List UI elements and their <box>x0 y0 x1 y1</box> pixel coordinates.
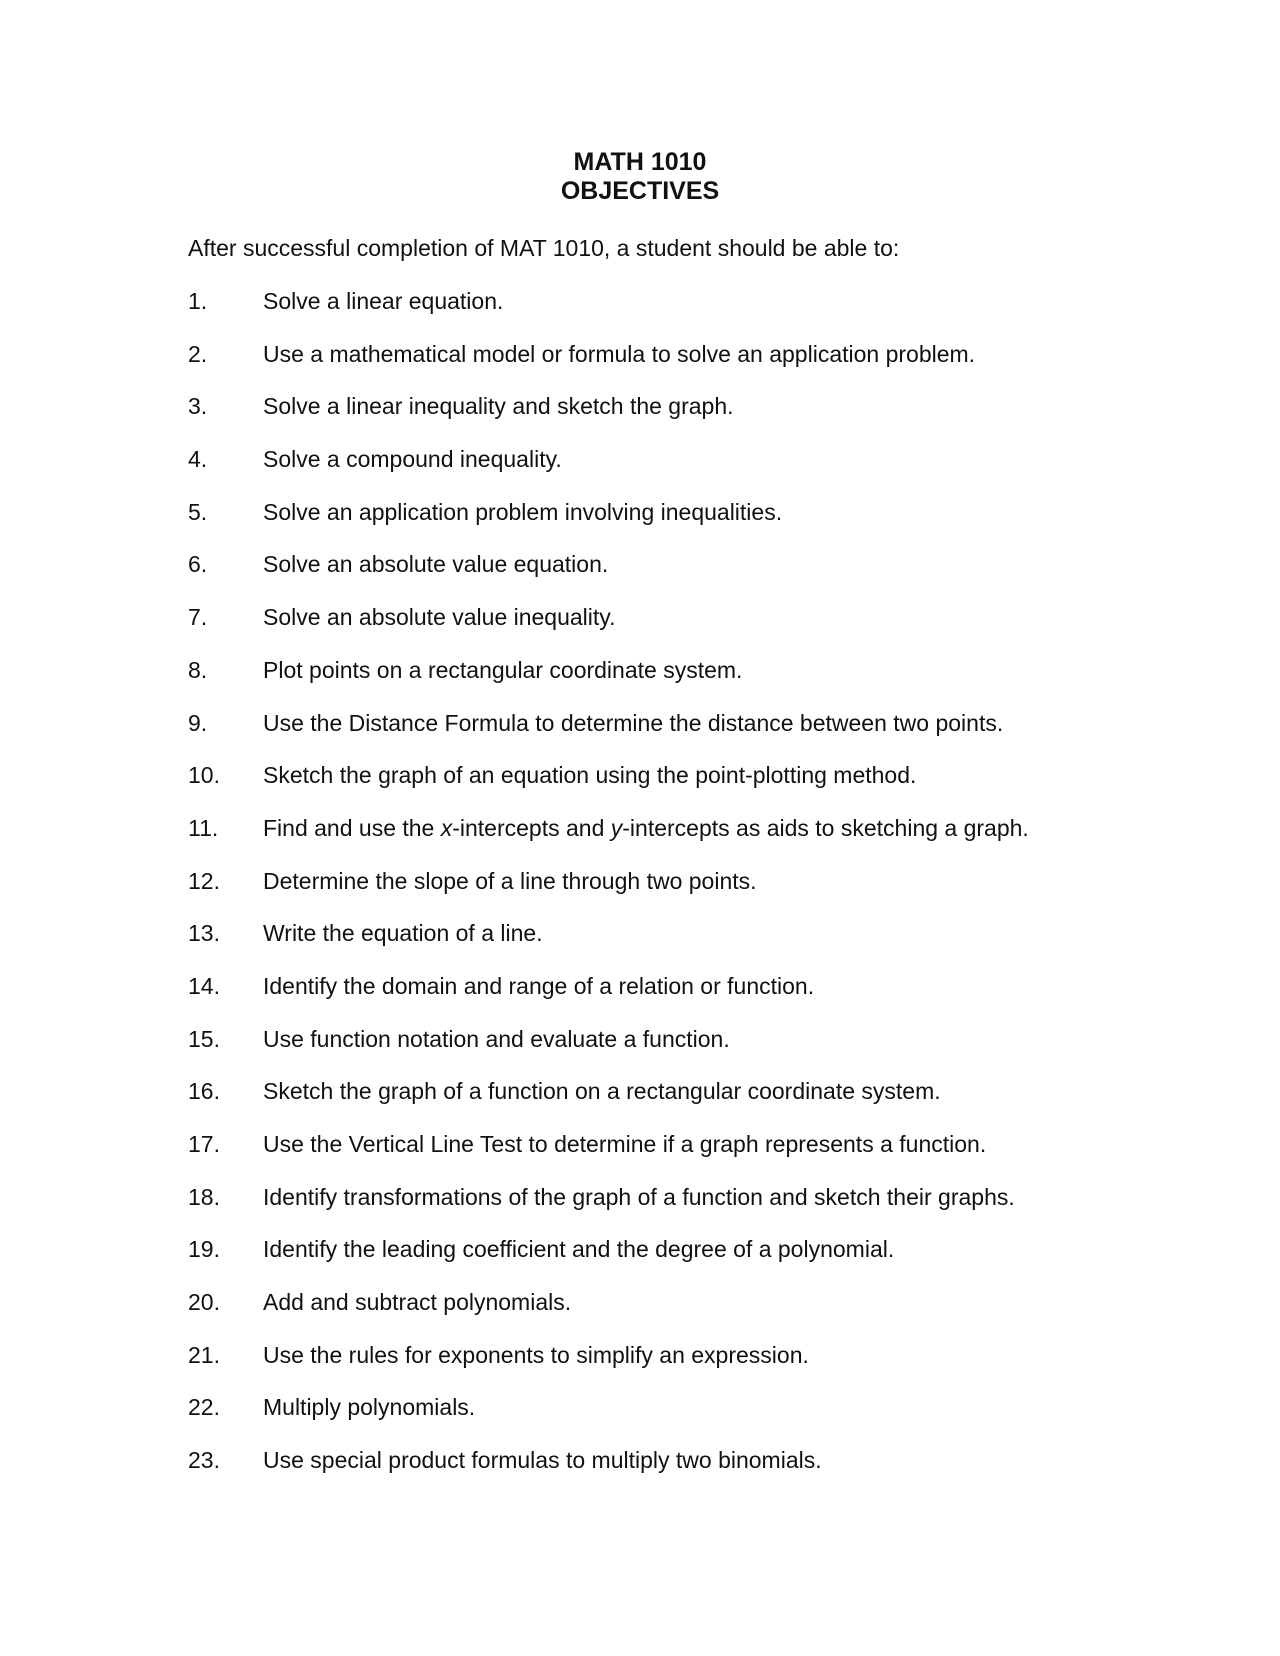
objective-text <box>263 1393 475 1421</box>
objective-text <box>263 1025 730 1053</box>
objective-text-segment: Find and use the <box>263 814 441 841</box>
objective-item <box>188 1025 1188 1078</box>
objective-text <box>263 445 562 473</box>
objective-text <box>263 814 1029 842</box>
objective-text <box>263 603 615 631</box>
objective-text <box>263 972 814 1000</box>
objective-number: 14. <box>188 972 220 999</box>
document-title <box>0 148 1280 206</box>
objective-text <box>263 919 543 947</box>
objective-text-segment: -intercepts as aids to sketching a graph. <box>622 814 1029 841</box>
objective-item <box>188 287 1188 340</box>
objective-text <box>263 1235 894 1263</box>
objective-text-segment: Solve an absolute value equation. <box>263 551 609 578</box>
objective-text-segment: Use the Distance Formula to determine the distance between two points. <box>263 709 1004 736</box>
objective-number: 17. <box>188 1131 220 1157</box>
objective-item <box>188 392 1188 445</box>
objective-text <box>263 340 975 368</box>
objective-item <box>188 550 1188 603</box>
objective-number: 15. <box>188 1025 220 1052</box>
objective-item <box>188 972 1188 1025</box>
objective-text <box>263 1288 571 1316</box>
objective-number: 12. <box>188 867 220 894</box>
objective-item <box>188 814 1188 867</box>
objective-text-segment: Determine the slope of a line through two points. <box>263 867 757 894</box>
objective-number: 9. <box>188 709 208 736</box>
objective-item <box>188 1077 1188 1130</box>
objective-text-segment: Solve an application problem involving inequalities. <box>263 498 783 525</box>
objective-number: 22. <box>188 1394 220 1421</box>
objective-text <box>263 550 608 578</box>
objective-text <box>263 656 742 684</box>
intro-sentence: After successful completion of MAT 1010, a student should be able to: <box>188 235 900 261</box>
objective-text-segment: Identify the domain and range of a relation or function. <box>263 972 815 999</box>
objective-number: 21. <box>188 1341 220 1368</box>
objective-number: 8. <box>188 656 208 683</box>
objective-item <box>188 603 1188 656</box>
objective-text <box>263 498 782 526</box>
title-line-course: MATH 1010 <box>573 148 707 176</box>
objective-item <box>188 867 1188 920</box>
objective-text-segment: Solve a compound inequality. <box>263 446 562 473</box>
objective-number: 11. <box>188 814 219 841</box>
objective-variable: x <box>440 814 453 841</box>
objective-item <box>188 1235 1188 1288</box>
objective-number: 7. <box>188 604 208 631</box>
objective-number: 20. <box>188 1289 220 1316</box>
objective-item <box>188 761 1188 814</box>
objective-text <box>263 392 734 420</box>
objective-text <box>263 1183 1015 1211</box>
objective-text-segment: Identify transformations of the graph of a function and sketch their graphs. <box>263 1183 1015 1210</box>
objective-item <box>188 919 1188 972</box>
objective-number: 4. <box>188 446 208 473</box>
objective-item <box>188 445 1188 498</box>
objective-number: 2. <box>188 340 208 367</box>
objective-text <box>263 287 503 315</box>
objective-text-segment: Plot points on a rectangular coordinate system. <box>263 656 743 683</box>
objective-text-segment: Solve a linear equation. <box>263 288 504 314</box>
objective-text-segment: Sketch the graph of an equation using the point-plotting method. <box>263 762 917 789</box>
objective-text-segment: Sketch the graph of a function on a rectangular coordinate system. <box>263 1078 941 1105</box>
objective-number: 16. <box>188 1078 220 1105</box>
objective-text-segment: Add and subtract polynomials. <box>263 1289 572 1316</box>
objective-item <box>188 1130 1188 1183</box>
objective-number: 10. <box>188 762 220 789</box>
objective-text-segment: Solve an absolute value inequality. <box>263 604 616 631</box>
objective-item <box>188 656 1188 709</box>
objective-text-segment: Use the rules for exponents to simplify an expression. <box>263 1341 809 1368</box>
objective-text <box>263 761 916 789</box>
objective-text <box>263 709 1003 737</box>
objective-text-segment: Use special product formulas to multiply two binomials. <box>263 1447 822 1474</box>
objective-item <box>188 1446 1188 1499</box>
objective-number: 13. <box>188 920 220 947</box>
objective-list <box>188 287 1188 1499</box>
objective-text <box>263 1341 809 1369</box>
objective-text <box>263 867 757 895</box>
objective-number: 3. <box>188 393 208 420</box>
objective-text <box>263 1446 822 1474</box>
objective-text-segment: Solve a linear inequality and sketch the graph. <box>263 393 734 420</box>
objective-item <box>188 1393 1188 1446</box>
objective-text-segment: Multiply polynomials. <box>263 1394 476 1421</box>
objective-item <box>188 709 1188 762</box>
objective-item <box>188 1288 1188 1341</box>
objective-text-segment: Use a mathematical model or formula to solve an application problem. <box>263 340 976 367</box>
objective-variable: y <box>610 814 623 841</box>
objective-text-segment: Use function notation and evaluate a function. <box>263 1025 730 1052</box>
objective-text-segment: Identify the leading coefficient and the degree of a polynomial. <box>263 1236 895 1263</box>
objective-number: 6. <box>188 551 208 578</box>
objective-number: 5. <box>188 498 208 525</box>
objective-item <box>188 340 1188 393</box>
objective-number: 1. <box>188 288 208 314</box>
objective-number: 18. <box>188 1183 220 1210</box>
objective-text-segment: -intercepts and <box>452 814 611 841</box>
objective-item <box>188 1341 1188 1394</box>
objective-text <box>263 1130 986 1158</box>
objective-text-segment: Write the equation of a line. <box>263 920 543 947</box>
objective-number: 19. <box>188 1236 220 1263</box>
objective-text-segment: Use the Vertical Line Test to determine if a graph represents a function. <box>263 1131 987 1157</box>
objective-number: 23. <box>188 1447 220 1474</box>
objective-item <box>188 1183 1188 1236</box>
objective-item <box>188 498 1188 551</box>
title-line-objectives: OBJECTIVES <box>560 177 720 205</box>
objective-text <box>263 1077 941 1105</box>
